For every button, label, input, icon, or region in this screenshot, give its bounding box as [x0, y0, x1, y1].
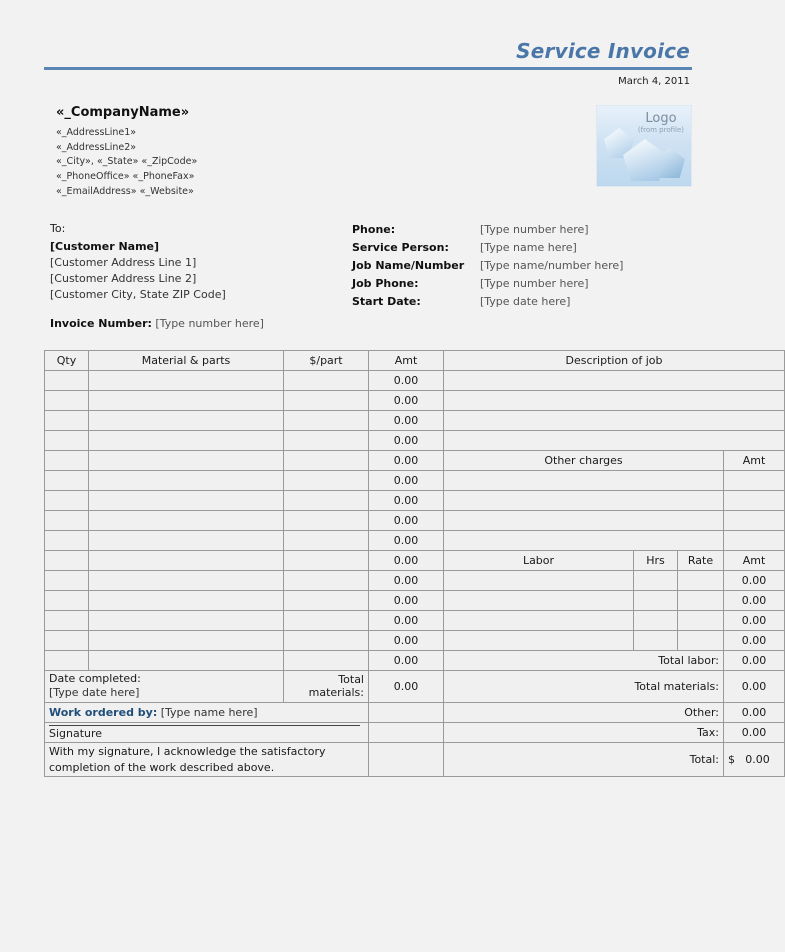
labor-amt-cell: 0.00 — [724, 570, 785, 590]
page-title: Service Invoice — [516, 39, 690, 63]
job-name-input[interactable]: [Type name/number here] — [480, 258, 624, 272]
other-charge-desc-cell[interactable] — [444, 510, 724, 530]
material-cell[interactable] — [89, 470, 284, 490]
logo-subtext: (from profile) — [637, 126, 684, 134]
invoice-table — [44, 350, 785, 777]
material-cell[interactable] — [89, 510, 284, 530]
material-cell[interactable] — [89, 570, 284, 590]
tax-value: 0.00 — [724, 723, 785, 743]
qty-cell[interactable] — [45, 590, 89, 610]
table-row — [45, 490, 785, 510]
description-cell[interactable] — [444, 370, 785, 390]
date-completed-row — [45, 670, 785, 703]
qty-cell[interactable] — [45, 570, 89, 590]
labor-desc-cell[interactable] — [444, 630, 634, 650]
invoice-date: March 4, 2011 — [618, 76, 690, 87]
labor-desc-cell[interactable] — [444, 610, 634, 630]
service-detail-service-person — [352, 241, 692, 254]
labor-header-row — [45, 550, 785, 570]
labor-header: Labor — [444, 550, 634, 570]
amt-cell: 0.00 — [369, 390, 444, 410]
labor-hrs-cell[interactable] — [634, 630, 678, 650]
material-cell[interactable] — [89, 490, 284, 510]
signature-row — [45, 723, 785, 743]
per-part-cell[interactable] — [284, 570, 369, 590]
column-header-material: Material & parts — [89, 350, 284, 370]
other-value: 0.00 — [724, 703, 785, 723]
signature-cell[interactable] — [45, 723, 369, 743]
table-row — [45, 610, 785, 630]
logo-word: Logo — [645, 111, 677, 126]
service-detail-start-date — [352, 295, 692, 308]
table-row — [45, 390, 785, 410]
tax-label: Tax: — [444, 723, 724, 743]
per-part-cell[interactable] — [284, 630, 369, 650]
table-row — [45, 590, 785, 610]
other-charge-amt-cell[interactable] — [724, 530, 785, 550]
other-charges-header-row — [45, 450, 785, 470]
labor-desc-cell[interactable] — [444, 590, 634, 610]
total-labor-row — [45, 650, 785, 670]
customer-city-state-zip: [Customer City, State ZIP Code] — [50, 287, 226, 301]
qty-cell[interactable] — [45, 630, 89, 650]
qty-cell[interactable] — [45, 650, 89, 670]
service-details-block — [352, 222, 692, 330]
spacer-cell — [369, 703, 444, 723]
labor-desc-cell[interactable] — [444, 570, 634, 590]
invoice-number-row — [50, 317, 352, 330]
amt-cell: 0.00 — [369, 450, 444, 470]
customer-address-line-2: [Customer Address Line 2] — [50, 271, 197, 285]
title-divider — [44, 67, 692, 70]
customer-name: [Customer Name] — [50, 239, 160, 253]
per-part-cell[interactable] — [284, 490, 369, 510]
total-materials-right-label: Total materials: — [444, 670, 724, 703]
signature-label: Signature — [49, 727, 103, 741]
description-cell[interactable] — [444, 430, 785, 450]
other-charge-amt-cell[interactable] — [724, 490, 785, 510]
material-cell[interactable] — [89, 650, 284, 670]
material-cell[interactable] — [89, 390, 284, 410]
material-cell[interactable] — [89, 410, 284, 430]
company-address-line-1: «_AddressLine1» — [56, 127, 137, 138]
per-part-cell[interactable] — [284, 450, 369, 470]
qty-cell[interactable] — [45, 390, 89, 410]
per-part-cell[interactable] — [284, 510, 369, 530]
qty-cell[interactable] — [45, 450, 89, 470]
customer-address-line-1: [Customer Address Line 1] — [50, 255, 197, 269]
identity-block — [44, 105, 692, 200]
per-part-cell[interactable] — [284, 390, 369, 410]
acknowledgement-text: With my signature, I acknowledge the satisfactory completion of the work described above. — [45, 743, 369, 777]
date-completed-cell[interactable] — [45, 670, 284, 703]
table-row — [45, 410, 785, 430]
other-charge-desc-cell[interactable] — [444, 470, 724, 490]
other-charge-amt-cell[interactable] — [724, 510, 785, 530]
table-row — [45, 370, 785, 390]
currency-symbol: $ — [728, 753, 735, 767]
details-block — [44, 222, 692, 330]
work-ordered-label: Work ordered by: — [49, 706, 158, 720]
work-ordered-input[interactable]: [Type name here] — [160, 706, 258, 720]
amt-cell: 0.00 — [369, 430, 444, 450]
qty-cell[interactable] — [45, 470, 89, 490]
total-value-cell — [724, 743, 785, 777]
company-phone-fax: «_PhoneOffice» «_PhoneFax» — [56, 171, 195, 183]
qty-cell[interactable] — [45, 370, 89, 390]
job-name-label: Job Name/Number — [352, 258, 465, 272]
company-city-state-zip: «_City», «_State» «_ZipCode» — [56, 156, 198, 168]
amt-cell: 0.00 — [369, 590, 444, 610]
qty-cell[interactable] — [45, 550, 89, 570]
total-value: 0.00 — [745, 753, 770, 767]
per-part-cell[interactable] — [284, 530, 369, 550]
hrs-header: Hrs — [634, 550, 678, 570]
service-detail-job-name — [352, 259, 692, 272]
phone-input[interactable]: [Type number here] — [480, 222, 589, 236]
table-row — [45, 510, 785, 530]
amt-cell: 0.00 — [369, 570, 444, 590]
service-person-label: Service Person: — [352, 240, 449, 254]
invoice-number-input[interactable]: [Type number here] — [155, 316, 264, 330]
table-row — [45, 430, 785, 450]
total-labor-label: Total labor: — [444, 650, 724, 670]
amt-cell: 0.00 — [369, 530, 444, 550]
other-label: Other: — [444, 703, 724, 723]
amt-cell: 0.00 — [369, 470, 444, 490]
labor-amt-header: Amt — [724, 550, 785, 570]
material-cell[interactable] — [89, 450, 284, 470]
table-row — [45, 570, 785, 590]
company-block — [44, 105, 197, 200]
per-part-cell[interactable] — [284, 430, 369, 450]
table-row — [45, 530, 785, 550]
total-labor-value: 0.00 — [724, 650, 785, 670]
per-part-cell[interactable] — [284, 590, 369, 610]
phone-label: Phone: — [352, 222, 396, 236]
labor-amt-cell: 0.00 — [724, 630, 785, 650]
work-ordered-row — [45, 703, 785, 723]
per-part-cell[interactable] — [284, 610, 369, 630]
total-materials-label: Total materials: — [284, 670, 369, 703]
other-charge-desc-cell[interactable] — [444, 530, 724, 550]
service-person-input[interactable]: [Type name here] — [480, 240, 577, 254]
total-label: Total: — [444, 743, 724, 777]
other-charge-amt-cell[interactable] — [724, 470, 785, 490]
column-header-per-part: $/part — [284, 350, 369, 370]
logo-placeholder — [596, 105, 692, 187]
amt-cell: 0.00 — [369, 410, 444, 430]
signature-line — [49, 725, 360, 726]
spacer-cell — [369, 723, 444, 743]
service-detail-job-phone — [352, 277, 692, 290]
material-cell[interactable] — [89, 370, 284, 390]
amt-cell: 0.00 — [369, 650, 444, 670]
qty-cell[interactable] — [45, 410, 89, 430]
other-charges-amt-header: Amt — [724, 450, 785, 470]
job-phone-input[interactable]: [Type number here] — [480, 276, 589, 290]
work-ordered-cell[interactable] — [45, 703, 369, 723]
company-address-line-2: «_AddressLine2» — [56, 141, 137, 153]
labor-rate-cell[interactable] — [678, 630, 724, 650]
per-part-cell[interactable] — [284, 650, 369, 670]
material-cell[interactable] — [89, 590, 284, 610]
qty-cell[interactable] — [45, 610, 89, 630]
amt-cell: 0.00 — [369, 550, 444, 570]
amt-cell: 0.00 — [369, 630, 444, 650]
other-charges-header: Other charges — [444, 450, 724, 470]
labor-amt-cell: 0.00 — [724, 610, 785, 630]
table-row — [45, 470, 785, 490]
logo-caption — [638, 112, 684, 134]
column-header-amt: Amt — [369, 350, 444, 370]
start-date-label: Start Date: — [352, 294, 421, 308]
invoice-number-label: Invoice Number: — [50, 316, 152, 330]
date-completed-label: Date completed: — [49, 671, 141, 685]
amt-cell: 0.00 — [369, 510, 444, 530]
customer-block — [44, 222, 352, 330]
spacer-cell — [369, 743, 444, 777]
to-label: To: — [50, 221, 66, 235]
company-email-website: «_EmailAddress» «_Website» — [56, 185, 194, 197]
material-cell[interactable] — [89, 530, 284, 550]
acknowledgement-row — [45, 743, 785, 777]
company-name: «_CompanyName» — [56, 105, 190, 120]
rate-header: Rate — [678, 550, 724, 570]
labor-rate-cell[interactable] — [678, 590, 724, 610]
qty-cell[interactable] — [45, 510, 89, 530]
amt-cell: 0.00 — [369, 370, 444, 390]
start-date-input[interactable]: [Type date here] — [480, 294, 571, 308]
description-cell[interactable] — [444, 410, 785, 430]
description-cell[interactable] — [444, 390, 785, 410]
material-cell[interactable] — [89, 550, 284, 570]
total-materials-right-value: 0.00 — [724, 670, 785, 703]
qty-cell[interactable] — [45, 430, 89, 450]
labor-hrs-cell[interactable] — [634, 590, 678, 610]
amt-cell: 0.00 — [369, 490, 444, 510]
material-cell[interactable] — [89, 430, 284, 450]
qty-cell[interactable] — [45, 530, 89, 550]
table-header-row — [45, 350, 785, 370]
labor-hrs-cell[interactable] — [634, 610, 678, 630]
material-cell[interactable] — [89, 630, 284, 650]
service-detail-phone — [352, 223, 692, 236]
labor-rate-cell[interactable] — [678, 610, 724, 630]
other-charge-desc-cell[interactable] — [444, 490, 724, 510]
material-cell[interactable] — [89, 610, 284, 630]
job-phone-label: Job Phone: — [352, 276, 419, 290]
amt-cell: 0.00 — [369, 610, 444, 630]
labor-rate-cell[interactable] — [678, 570, 724, 590]
labor-amt-cell: 0.00 — [724, 590, 785, 610]
total-materials-value: 0.00 — [369, 670, 444, 703]
qty-cell[interactable] — [45, 490, 89, 510]
column-header-qty: Qty — [45, 350, 89, 370]
labor-hrs-cell[interactable] — [634, 570, 678, 590]
title-block — [44, 0, 692, 87]
table-row — [45, 630, 785, 650]
per-part-cell[interactable] — [284, 370, 369, 390]
per-part-cell[interactable] — [284, 470, 369, 490]
per-part-cell[interactable] — [284, 550, 369, 570]
date-completed-input[interactable]: [Type date here] — [49, 686, 140, 700]
per-part-cell[interactable] — [284, 410, 369, 430]
column-header-description: Description of job — [444, 350, 785, 370]
